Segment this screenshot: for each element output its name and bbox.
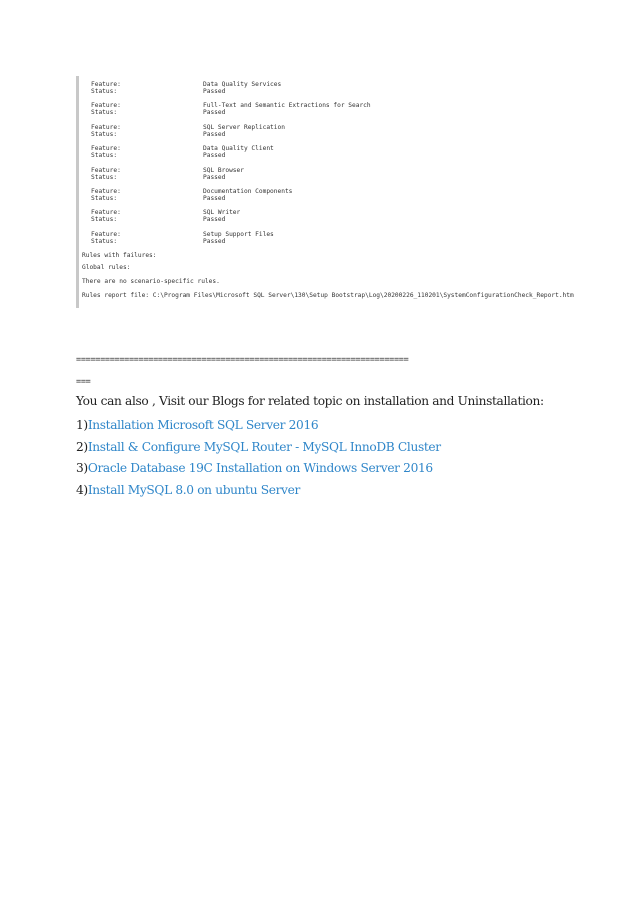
log-entry (83, 76, 558, 97)
feature-value: Setup Support Files (203, 230, 274, 238)
status-value: Passed (203, 152, 226, 160)
feature-label: Feature: (91, 166, 121, 174)
list-item (76, 483, 441, 505)
status-label: Status: (91, 152, 118, 160)
log-entry (83, 97, 558, 118)
feature-value: Documentation Components (203, 187, 293, 195)
list-number: 1) (76, 418, 88, 432)
link-mysql-router[interactable]: Install & Configure MySQL Router - MySQL InnoDB Cluster (87, 439, 441, 454)
status-label: Status: (91, 173, 118, 181)
divider-line: ===================================================================== (76, 355, 409, 365)
feature-value: Data Quality Services (203, 81, 282, 88)
status-value: Passed (203, 194, 226, 202)
link-mysql-ubuntu[interactable]: Install MySQL 8.0 on ubuntu Server (87, 483, 300, 498)
feature-value: SQL Writer (203, 209, 241, 217)
list-item (76, 461, 441, 483)
feature-label: Feature: (91, 187, 121, 195)
log-entry (83, 183, 558, 204)
status-label: Status: (91, 237, 118, 245)
list-number: 2) (76, 439, 88, 454)
status-value: Passed (203, 173, 226, 181)
setup-log-screenshot (76, 76, 574, 308)
status-value: Passed (203, 216, 226, 224)
list-item (76, 440, 441, 462)
feature-label: Feature: (91, 81, 121, 88)
status-value: Passed (203, 88, 226, 95)
log-entry (83, 119, 558, 140)
log-entry (83, 162, 558, 183)
rules-with-failures: Rules with failures: (82, 252, 157, 259)
status-label: Status: (91, 216, 118, 224)
divider-line-continued: === (76, 377, 91, 387)
feature-label: Feature: (91, 145, 121, 153)
global-rules: Global rules: (82, 264, 131, 271)
status-label: Status: (91, 88, 118, 95)
related-links-list (76, 418, 441, 505)
link-sql-server-2016[interactable]: Installation Microsoft SQL Server 2016 (87, 418, 319, 432)
rules-report-file: Rules report file: C:\Program Files\Microsoft SQL Server\130\Setup Bootstrap\Log\20200226_110201\SystemConfigurationCheck_Report.htm (82, 292, 574, 299)
status-value: Passed (203, 109, 226, 117)
status-label: Status: (91, 194, 118, 202)
log-entry (83, 226, 558, 247)
status-label: Status: (91, 109, 118, 117)
link-oracle-19c[interactable]: Oracle Database 19C Installation on Windows Server 2016 (87, 461, 433, 476)
feature-label: Feature: (91, 230, 121, 238)
feature-value: Data Quality Client (203, 145, 274, 153)
feature-label: Feature: (91, 209, 121, 217)
status-value: Passed (203, 130, 226, 138)
feature-value: Full-Text and Semantic Extractions for Search (203, 102, 371, 110)
blogs-intro-text: You can also , Visit our Blogs for related topic on installation and Uninstallation: (76, 394, 544, 408)
list-number: 4) (76, 483, 88, 498)
no-scenario-rules: There are no scenario-specific rules. (82, 278, 220, 285)
status-label: Status: (91, 130, 118, 138)
status-value: Passed (203, 237, 226, 245)
feature-value: SQL Server Replication (203, 123, 285, 131)
feature-value: SQL Browser (203, 166, 244, 174)
log-entry (83, 140, 558, 161)
feature-label: Feature: (91, 123, 121, 131)
list-item (76, 418, 441, 440)
list-number: 3) (76, 461, 88, 476)
log-entry (83, 204, 558, 225)
feature-label: Feature: (91, 102, 121, 110)
